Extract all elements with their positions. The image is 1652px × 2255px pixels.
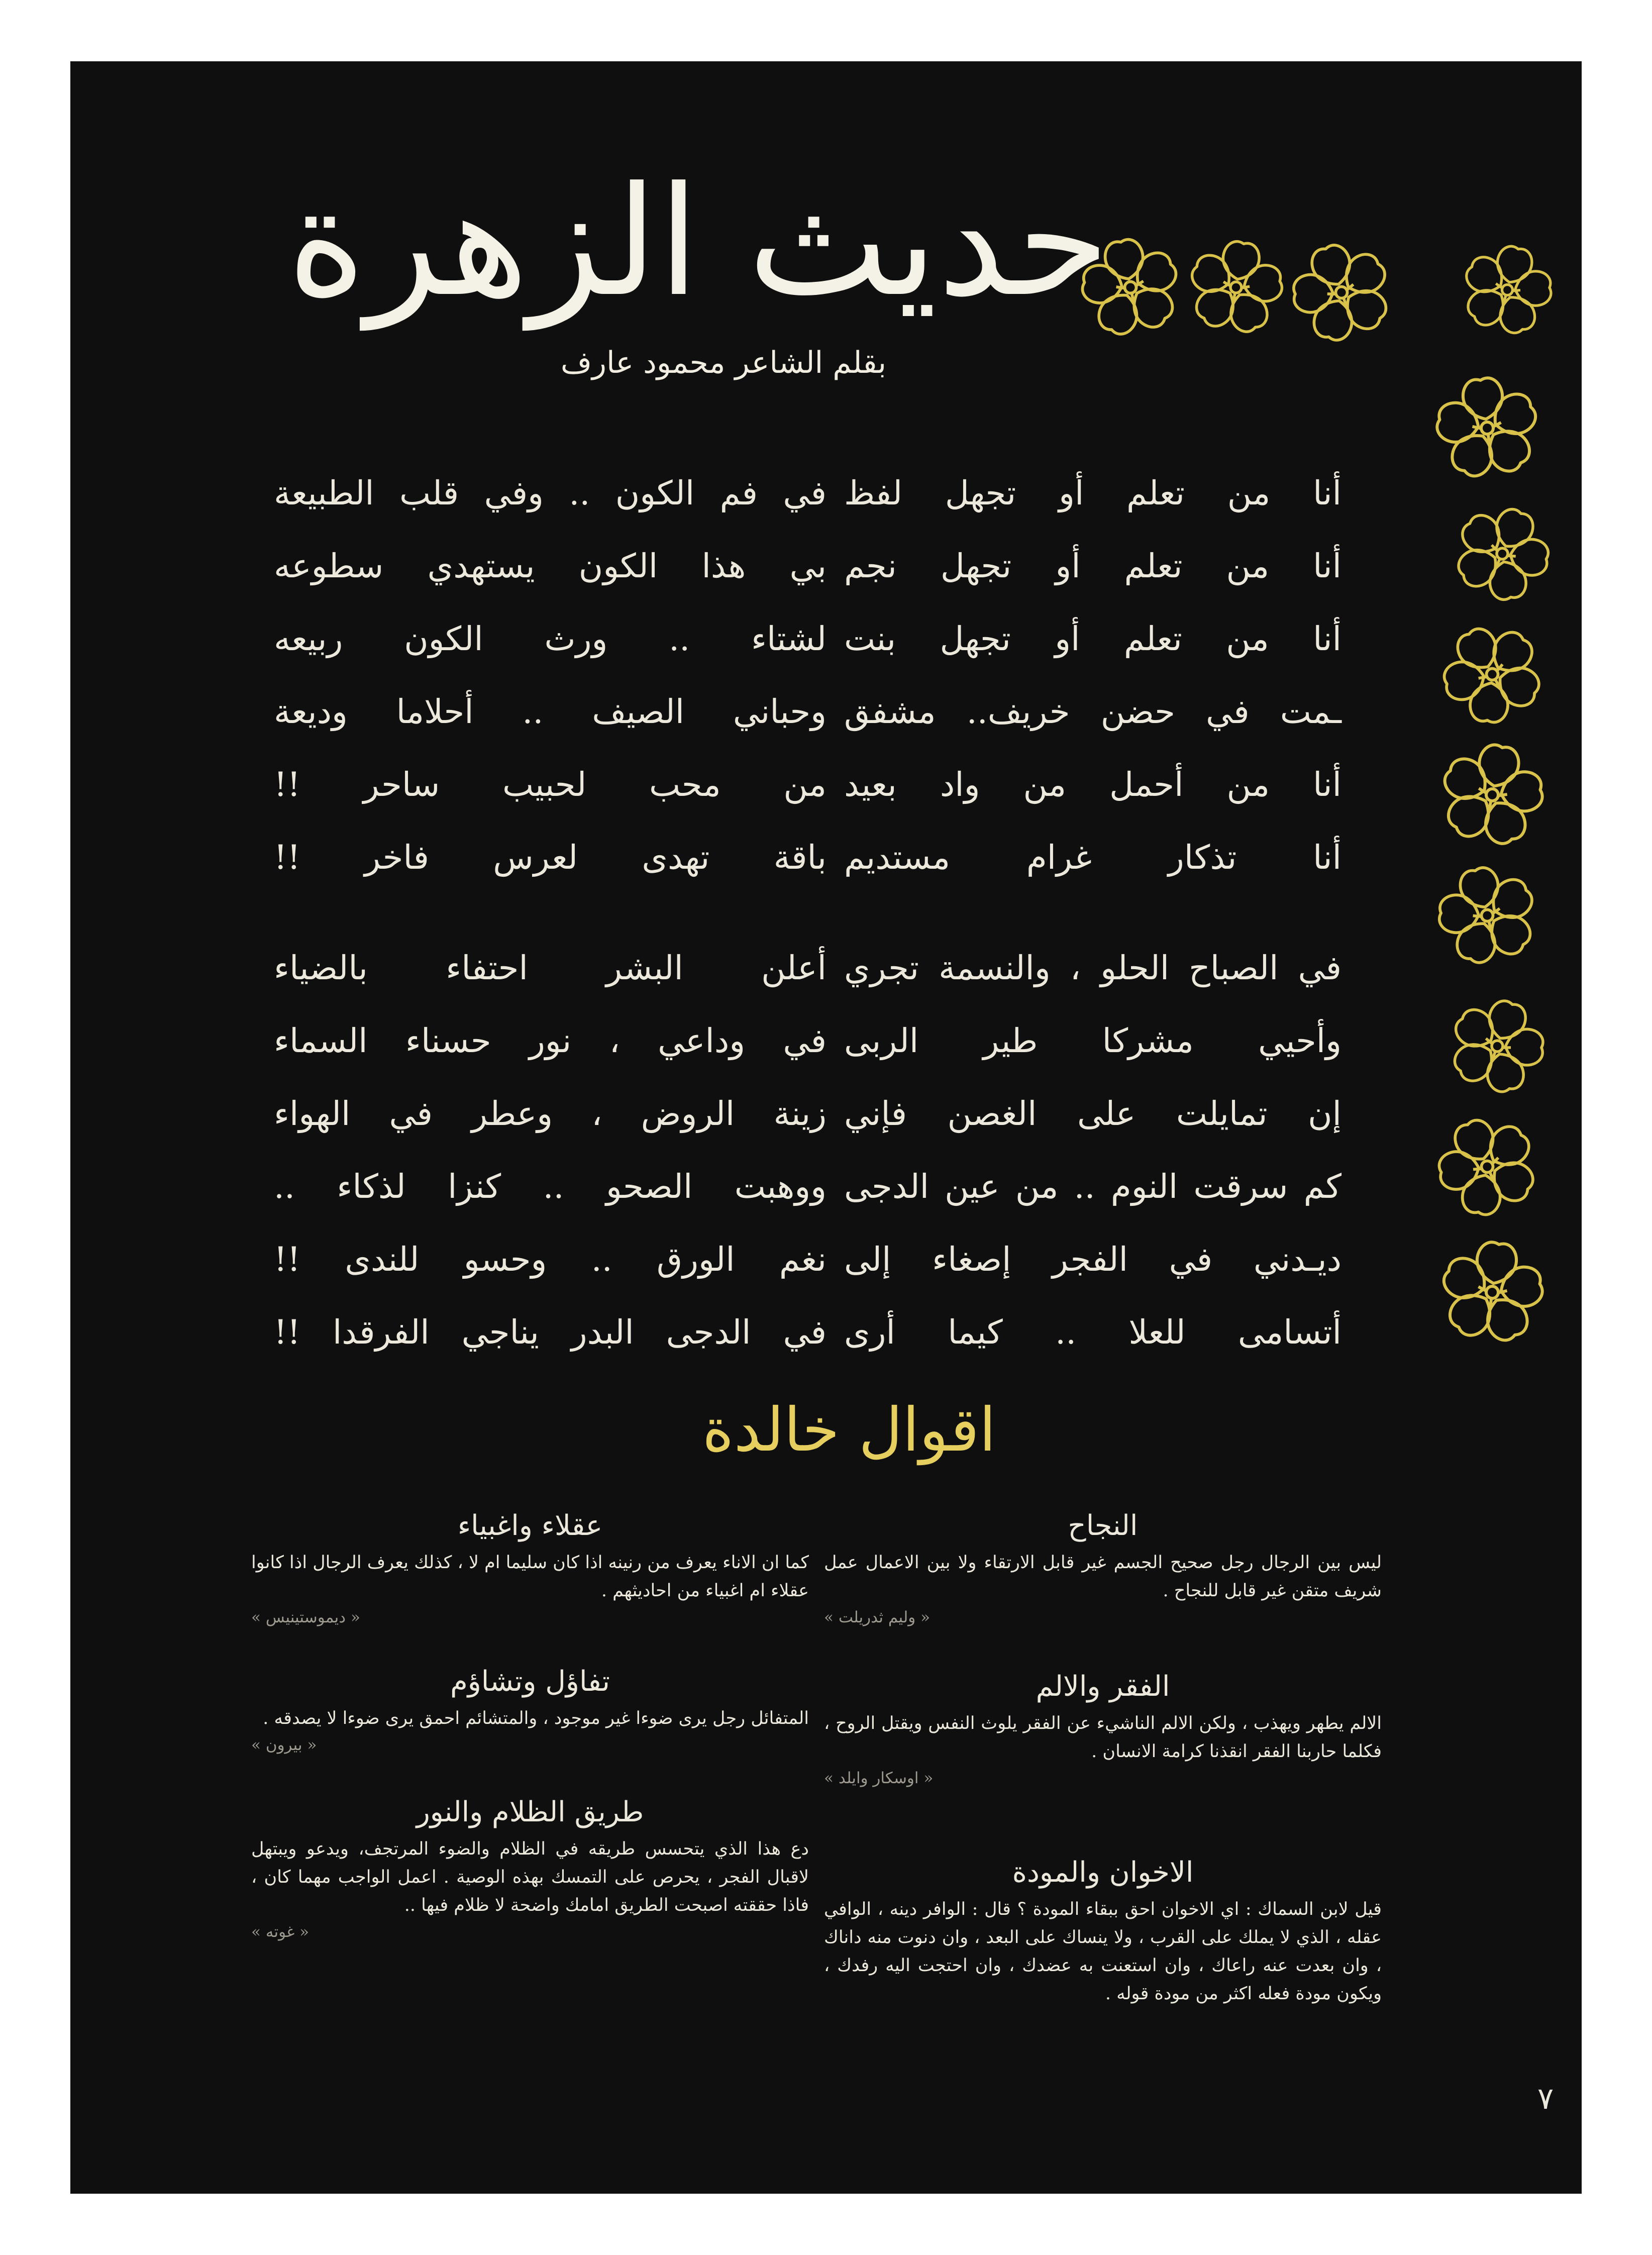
saying-author: « بيرون » bbox=[251, 1736, 317, 1754]
flower-icon bbox=[1451, 236, 1564, 346]
page-number: ٧ bbox=[1537, 2081, 1554, 2116]
poem-line: ديـدني في الفجر إصغاء إلى bbox=[844, 1240, 1341, 1279]
poem-line: في الصباح الحلو ، والنسمة تجري bbox=[844, 949, 1341, 987]
poem-line: من محب لحبيب ساحر !! bbox=[274, 765, 827, 804]
saying-poverty-pain bbox=[824, 1664, 1382, 1791]
flower-icon bbox=[1277, 230, 1406, 356]
saying-author: « وليم ثدريلت » bbox=[824, 1608, 931, 1626]
poem-line: أنا تذكار غرام مستديم bbox=[844, 838, 1341, 877]
byline: بقلم الشاعر محمود عارف bbox=[560, 345, 887, 380]
saying-heading: النجاح bbox=[1068, 1509, 1138, 1542]
saying-optimism-pessimism bbox=[251, 1659, 809, 1758]
poem-line: بي هذا الكون يستهدي سطوعه bbox=[274, 547, 827, 585]
poem-line: في الدجى البدر يناجي الفرقدا !! bbox=[274, 1313, 827, 1352]
saying-heading: طريق الظلام والنور bbox=[416, 1796, 644, 1828]
flower-icon bbox=[1180, 234, 1292, 343]
poem-line: زينة الروض ، وعطر في الهواء bbox=[274, 1094, 827, 1133]
saying-heading: الفقر والالم bbox=[1036, 1670, 1170, 1703]
flower-icon bbox=[1425, 856, 1549, 976]
flower-icon bbox=[1438, 492, 1566, 618]
sayings-title: اقوال خالدة bbox=[702, 1395, 996, 1465]
poem-line: ووهبت الصحو .. كنزا لذكاء .. bbox=[274, 1167, 827, 1206]
poem-line: أنا من أحمل من واد بعيد bbox=[844, 765, 1341, 804]
saying-darkness-light bbox=[251, 1790, 809, 1944]
poem-line: وحباني الصيف .. أحلاما وديعة bbox=[274, 692, 827, 731]
saying-author: « اوسكار وايلد » bbox=[824, 1769, 934, 1787]
saying-text: دع هذا الذي يتحسس طريقه في الظلام والضوء المرتجف، ويدعو ويبتهل لاقبال الفجر ، يحرص على التمسك بهذه الوصية . اعمل الواجب مهما كان ، فاذا حققته اصبحت الطريق امامك واضحة لا ظلام فيها .. bbox=[251, 1839, 809, 1915]
saying-text: الالم يطهر ويهذب ، ولكن الالم الناشيء عن الفقر يلوث النفس ويقتل الروح ، فكلما حاربنا الفقر انقذنا كرامة الانسان . bbox=[824, 1713, 1382, 1762]
poem-line: كم سرقت النوم .. من عين الدجى bbox=[844, 1167, 1341, 1206]
poem-line: لشتاء .. ورث الكون ربيعه bbox=[274, 620, 827, 658]
poem-line: أنا من تعلم أو تجهل نجم bbox=[844, 547, 1341, 585]
flower-border-decoration bbox=[1050, 212, 1573, 1428]
poem-line: نغم الورق .. وحسو للندى !! bbox=[274, 1240, 827, 1279]
flower-icon bbox=[1429, 735, 1555, 856]
saying-heading: الاخوان والمودة bbox=[1012, 1856, 1194, 1889]
poem-line: أنا من تعلم أو تجهل بنت bbox=[844, 620, 1341, 658]
flower-icon bbox=[1427, 371, 1547, 486]
saying-author: « غوته » bbox=[251, 1923, 309, 1941]
poem-line: في وداعي ، نور حسناء السماء bbox=[274, 1021, 827, 1060]
poem-line: في فم الكون .. وفي قلب الطبيعة bbox=[274, 474, 827, 512]
poem-line: أنا من تعلم أو تجهل لفظ bbox=[844, 474, 1341, 512]
poem-line: وأحيي مشركا طير الربى bbox=[844, 1021, 1341, 1060]
flower-icon bbox=[1432, 1236, 1552, 1351]
saying-text: كما ان الاناء يعرف من رنينه اذا كان سليما ام لا ، كذلك يعرف الرجال اذا كانوا عقلاء ام اغبياء من احاديثهم . bbox=[251, 1553, 809, 1601]
saying-author: « ديموستينيس » bbox=[251, 1608, 360, 1626]
poem-line: ـمت في حضن خريف.. مشفق bbox=[844, 692, 1341, 731]
saying-wise-foolish bbox=[251, 1503, 809, 1630]
flower-icon bbox=[1071, 230, 1191, 346]
magazine-page bbox=[70, 61, 1582, 2194]
poem-line: إن تمايلت على الغصن فإني bbox=[844, 1094, 1341, 1133]
saying-text: المتفائل رجل يرى ضوءا غير موجود ، والمتشائم احمق يرى ضوءا لا يصدقه . bbox=[263, 1708, 809, 1728]
saying-success bbox=[824, 1503, 1382, 1630]
flower-icon bbox=[1435, 987, 1559, 1107]
saying-heading: عقلاء واغبياء bbox=[457, 1509, 603, 1542]
saying-heading: تفاؤل وتشاؤم bbox=[450, 1665, 610, 1698]
flower-icon bbox=[1421, 1102, 1555, 1233]
saying-text: ليس بين الرجال رجل صحيح الجسم غير قابل الارتقاء ولا بين الاعمال عمل شريف متقن غير قابل للنجاح . bbox=[824, 1553, 1382, 1601]
poem-line: أعلن البشر احتفاء بالضياء bbox=[274, 949, 827, 987]
saying-brothers-affection bbox=[824, 1850, 1382, 2008]
flower-icon bbox=[1424, 607, 1562, 743]
poem-line: أتسامى للعلا .. كيما أرى bbox=[844, 1313, 1341, 1352]
poem-line: باقة تهدى لعرس فاخر !! bbox=[274, 838, 827, 877]
saying-text: قيل لابن السماك : اي الاخوان احق ببقاء المودة ؟ قال : الوافر دينه ، الوافي عقله ، الذي لا يملك على القرب ، ولا ينساك على البعد ، وان دنوت منه داناك ، وان بعدت عنه راعاك ، وان استعنت به عضدك ، وان احتجت اليه رفدك ، ويكون مودة فعله اكثر من مودة قوله . bbox=[824, 1899, 1382, 2004]
page-title: حديث الزهرة bbox=[287, 154, 1110, 330]
